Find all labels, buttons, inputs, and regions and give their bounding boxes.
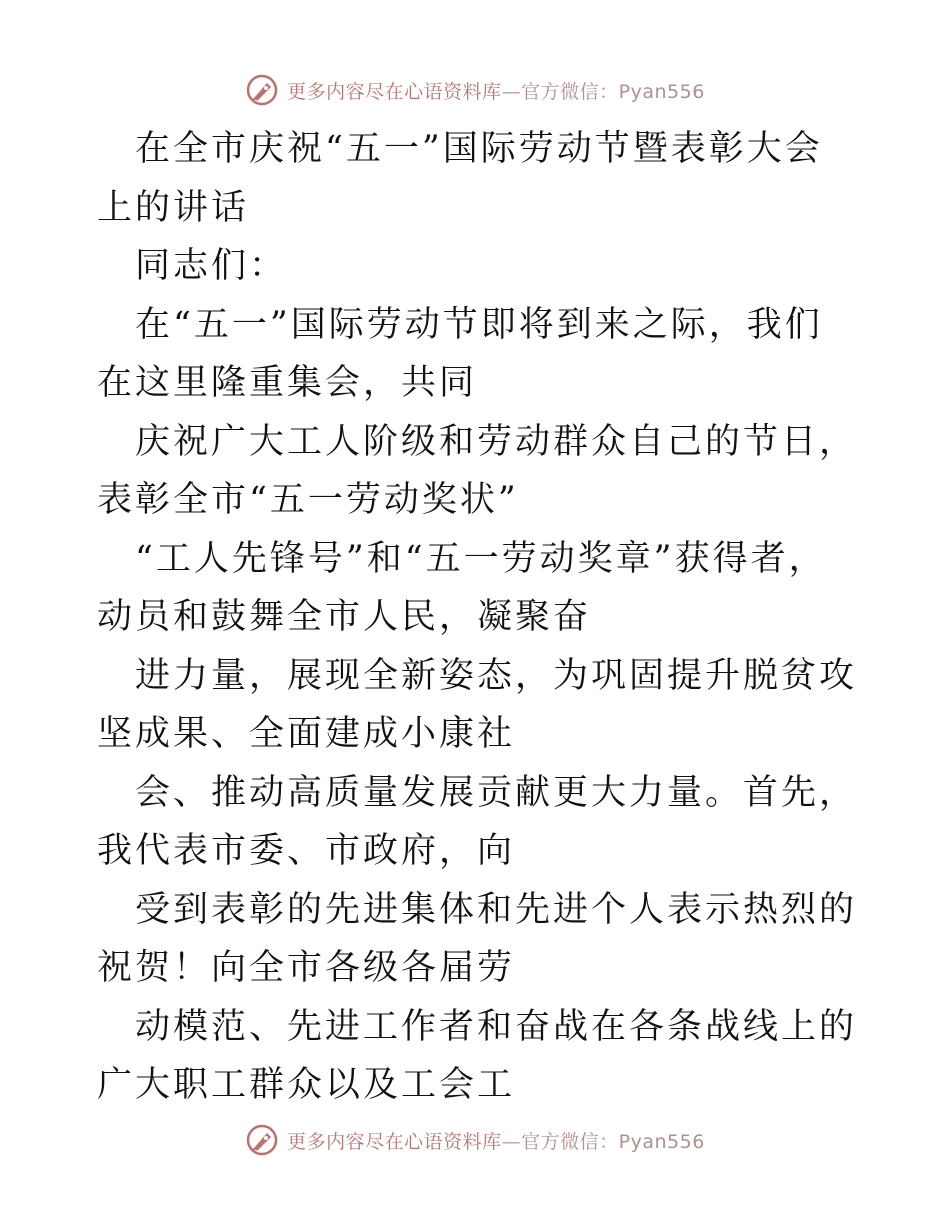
paragraph-line: 同志们：: [135, 246, 288, 286]
pen-nib-logo-icon: [245, 1123, 279, 1157]
watermark-main-text: 更多内容尽在心语资料库: [287, 80, 502, 103]
document-body: [97, 120, 857, 1115]
paragraph-line: “工人先锋号”和“五一劳动奖章”获得者，动员和鼓舞全市人民，凝聚奋: [97, 538, 827, 637]
paragraph-line: 在“五一”国际劳动节即将到来之际，我们在这里隆重集会，共同: [97, 304, 823, 403]
watermark-separator: —: [501, 1130, 522, 1153]
watermark-text: [287, 1127, 705, 1154]
watermark-text: [287, 77, 705, 104]
watermark-main-text: 更多内容尽在心语资料库: [287, 1130, 502, 1153]
watermark-footer: [0, 1118, 950, 1162]
document-title: 在全市庆祝“五一”国际劳动节暨表彰大会上的讲话: [97, 129, 823, 228]
paragraph-line: 会、推动高质量发展贡献更大力量。首先，我代表市委、市政府，向: [97, 772, 858, 871]
paragraph-line: 受到表彰的先进集体和先进个人表示热烈的祝贺！向全市各级各届劳: [97, 889, 858, 988]
paragraph-line: 庆祝广大工人阶级和劳动群众自己的节日，表彰全市“五一劳动奖状”: [97, 421, 858, 520]
watermark-wechat-text: 官方微信：Pyan556: [521, 1130, 705, 1153]
watermark-separator: —: [501, 80, 522, 103]
watermark-header: [0, 68, 950, 112]
watermark-wechat-text: 官方微信：Pyan556: [521, 80, 705, 103]
paragraph-line: 动模范、先进工作者和奋战在各条战线上的广大职工群众以及工会工: [97, 1006, 858, 1105]
paragraph-line: 进力量，展现全新姿态，为巩固提升脱贫攻坚成果、全面建成小康社: [97, 655, 858, 754]
pen-nib-logo-icon: [245, 73, 279, 107]
